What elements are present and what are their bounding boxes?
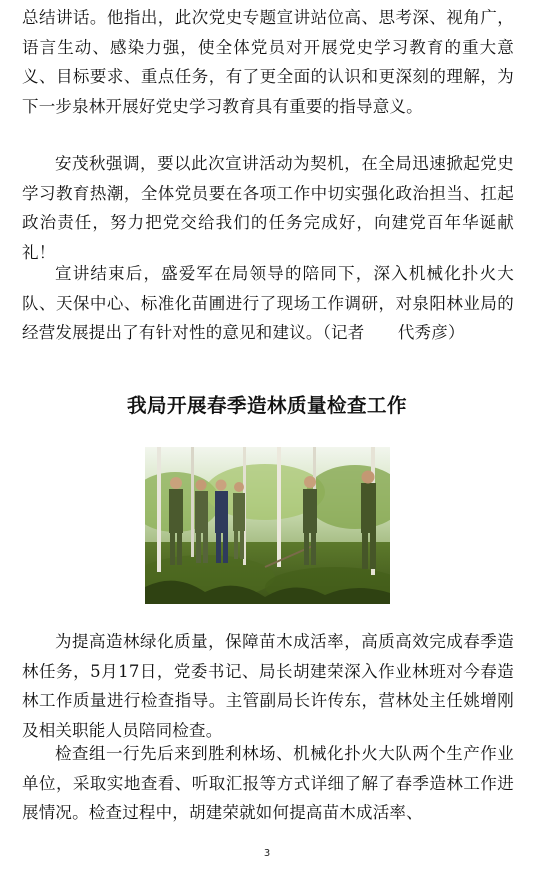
page-number: 3 (263, 848, 271, 859)
article-continuation-paragraph: 总结讲话。他指出，此次党史专题宣讲站位高、思考深、视角广，语言生动、感染力强，使全体党员对开展党史学习教育的重大意义、目标要求、重点任务，有了更全面的认识和更深刻的理解，为下一步泉林开展好党史学习教育具有重要的指导意义。 (22, 8, 514, 116)
article-paragraph-2: 安茂秋强调，要以此次宣讲活动为契机，在全局迅速掀起党史学习教育热潮，全体党员要在各项工作中切实强化政治担当、扛起政治责任，努力把党交给我们的任务完成好，向建党百年华诞献礼！ (22, 154, 514, 262)
article-paragraph-4: 为提高造林绿化质量，保障苗木成活率，高质高效完成春季造林任务，5月17日，党委书记、局长胡建荣深入作业林班对今春造林工作质量进行检查指导。主管副局长许传东，营林处主任姚增刚及相关职能人员陪同检查。 (22, 632, 514, 740)
article-paragraph-3: 宣讲结束后，盛爱军在局领导的陪同下，深入机械化扑火大队、天保中心、标准化苗圃进行了现场工作调研，对泉阳林业局的经营发展提出了有针对性的意见和建议。（记者 代秀彦） (22, 264, 514, 342)
forest-inspection-photo (145, 447, 390, 604)
article-headline: 我局开展春季造林质量检查工作 (126, 394, 407, 417)
article-paragraph-5: 检查组一行先后来到胜利林场、机械化扑火大队两个生产作业单位，采取实地查看、听取汇报等方式详细了解了春季造林工作进展情况。检查过程中，胡建荣就如何提高苗木成活率、 (22, 744, 514, 822)
